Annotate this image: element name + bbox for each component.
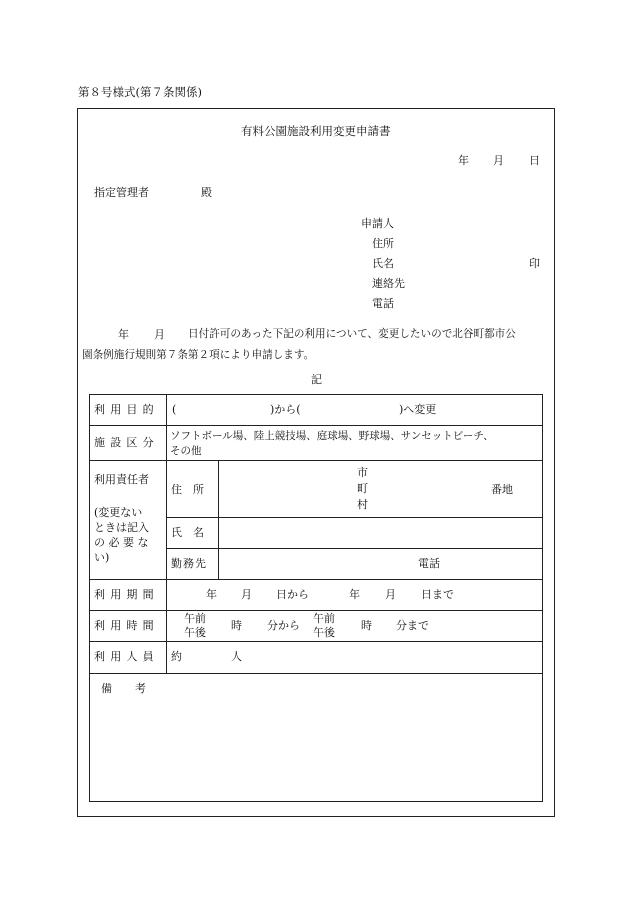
period-day1-from: 日から: [276, 588, 309, 601]
people-label: 利用人員: [94, 650, 159, 663]
form-title: 有料公園施設利用変更申請書: [241, 124, 391, 138]
body-line1: 日付許可のあった下記の利用について、変更したいので北谷町都市公: [188, 328, 516, 340]
period-label: 利用期間: [94, 588, 159, 601]
column-divider: [166, 394, 167, 673]
row-divider: [166, 517, 543, 518]
people-approx: 約: [171, 650, 182, 663]
manager-name-label: 氏 名: [171, 526, 204, 539]
manager-address-label: 住 所: [171, 483, 204, 496]
body-month: 月: [154, 328, 165, 341]
period-month1: 月: [241, 588, 252, 601]
period-year2: 年: [349, 588, 360, 601]
applicant-heading: 申請人: [361, 217, 394, 230]
purpose-open: (: [172, 403, 177, 416]
manager-note-2: ときは記入: [94, 521, 149, 534]
applicant-name-label: 氏名: [372, 257, 394, 270]
form-number: 第８号様式(第７条関係): [78, 85, 202, 99]
time-min1-from: 分から: [267, 619, 300, 632]
row-divider: [89, 425, 543, 426]
period-day2-until: 日まで: [421, 588, 454, 601]
date-year: 年: [458, 154, 469, 167]
manager-note-1: (変更ない: [94, 506, 143, 519]
time-pm1: 午後: [184, 626, 206, 639]
purpose-label-text: 利用目的: [94, 403, 159, 416]
time-hour1: 時: [231, 619, 242, 632]
purpose-label: [94, 404, 158, 415]
column-divider: [218, 460, 219, 579]
manager-work-label: 勤務先: [171, 557, 207, 570]
applicant-contact-label: 連絡先: [372, 277, 405, 290]
row-divider: [166, 548, 543, 549]
purpose-to: )へ変更: [399, 403, 437, 416]
time-pm2: 午後: [313, 626, 335, 639]
time-min2-until: 分まで: [396, 619, 429, 632]
row-divider: [89, 641, 543, 642]
applicant-phone-label: 電話: [372, 297, 394, 310]
city-char-shi: 市: [357, 466, 368, 479]
date-day: 日: [529, 154, 540, 167]
addressee-name: 指定管理者: [94, 186, 149, 199]
date-month: 月: [493, 154, 504, 167]
manager-label: 利用責任者: [94, 473, 149, 486]
facility-label: 施設区分: [94, 436, 159, 449]
addressee-honorific: 殿: [201, 186, 212, 199]
facility-line1: ソフトボール場、陸上競技場、庭球場、野球場、サンセットビーチ、: [170, 430, 494, 442]
time-hour2: 時: [361, 619, 372, 632]
applicant-address-label: 住所: [372, 237, 394, 250]
time-am2: 午前: [313, 612, 335, 625]
manager-phone: 電話: [418, 557, 440, 570]
row-divider: [89, 673, 543, 674]
facility-line2: その他: [170, 445, 202, 457]
row-divider: [89, 579, 543, 580]
time-am1: 午前: [184, 612, 206, 625]
manager-note-3: の 必 要 な: [94, 536, 149, 549]
remarks-label: 備 考: [101, 682, 152, 695]
period-month2: 月: [385, 588, 396, 601]
row-divider: [89, 610, 543, 611]
manager-banchi: 番地: [491, 483, 513, 496]
ki-note: 記: [311, 373, 322, 386]
time-label: 利用時間: [94, 619, 159, 632]
people-unit: 人: [231, 650, 242, 663]
body-line2: 園条例施行規則第７条第２項により申請します。: [82, 349, 315, 361]
applicant-seal: 印: [529, 257, 540, 270]
row-divider: [89, 460, 543, 461]
city-char-son: 村: [357, 498, 368, 511]
period-year1: 年: [206, 588, 217, 601]
city-char-cho: 町: [357, 482, 368, 495]
body-year: 年: [118, 328, 129, 341]
manager-note-4: い): [94, 551, 110, 564]
purpose-from: )から(: [270, 403, 301, 416]
